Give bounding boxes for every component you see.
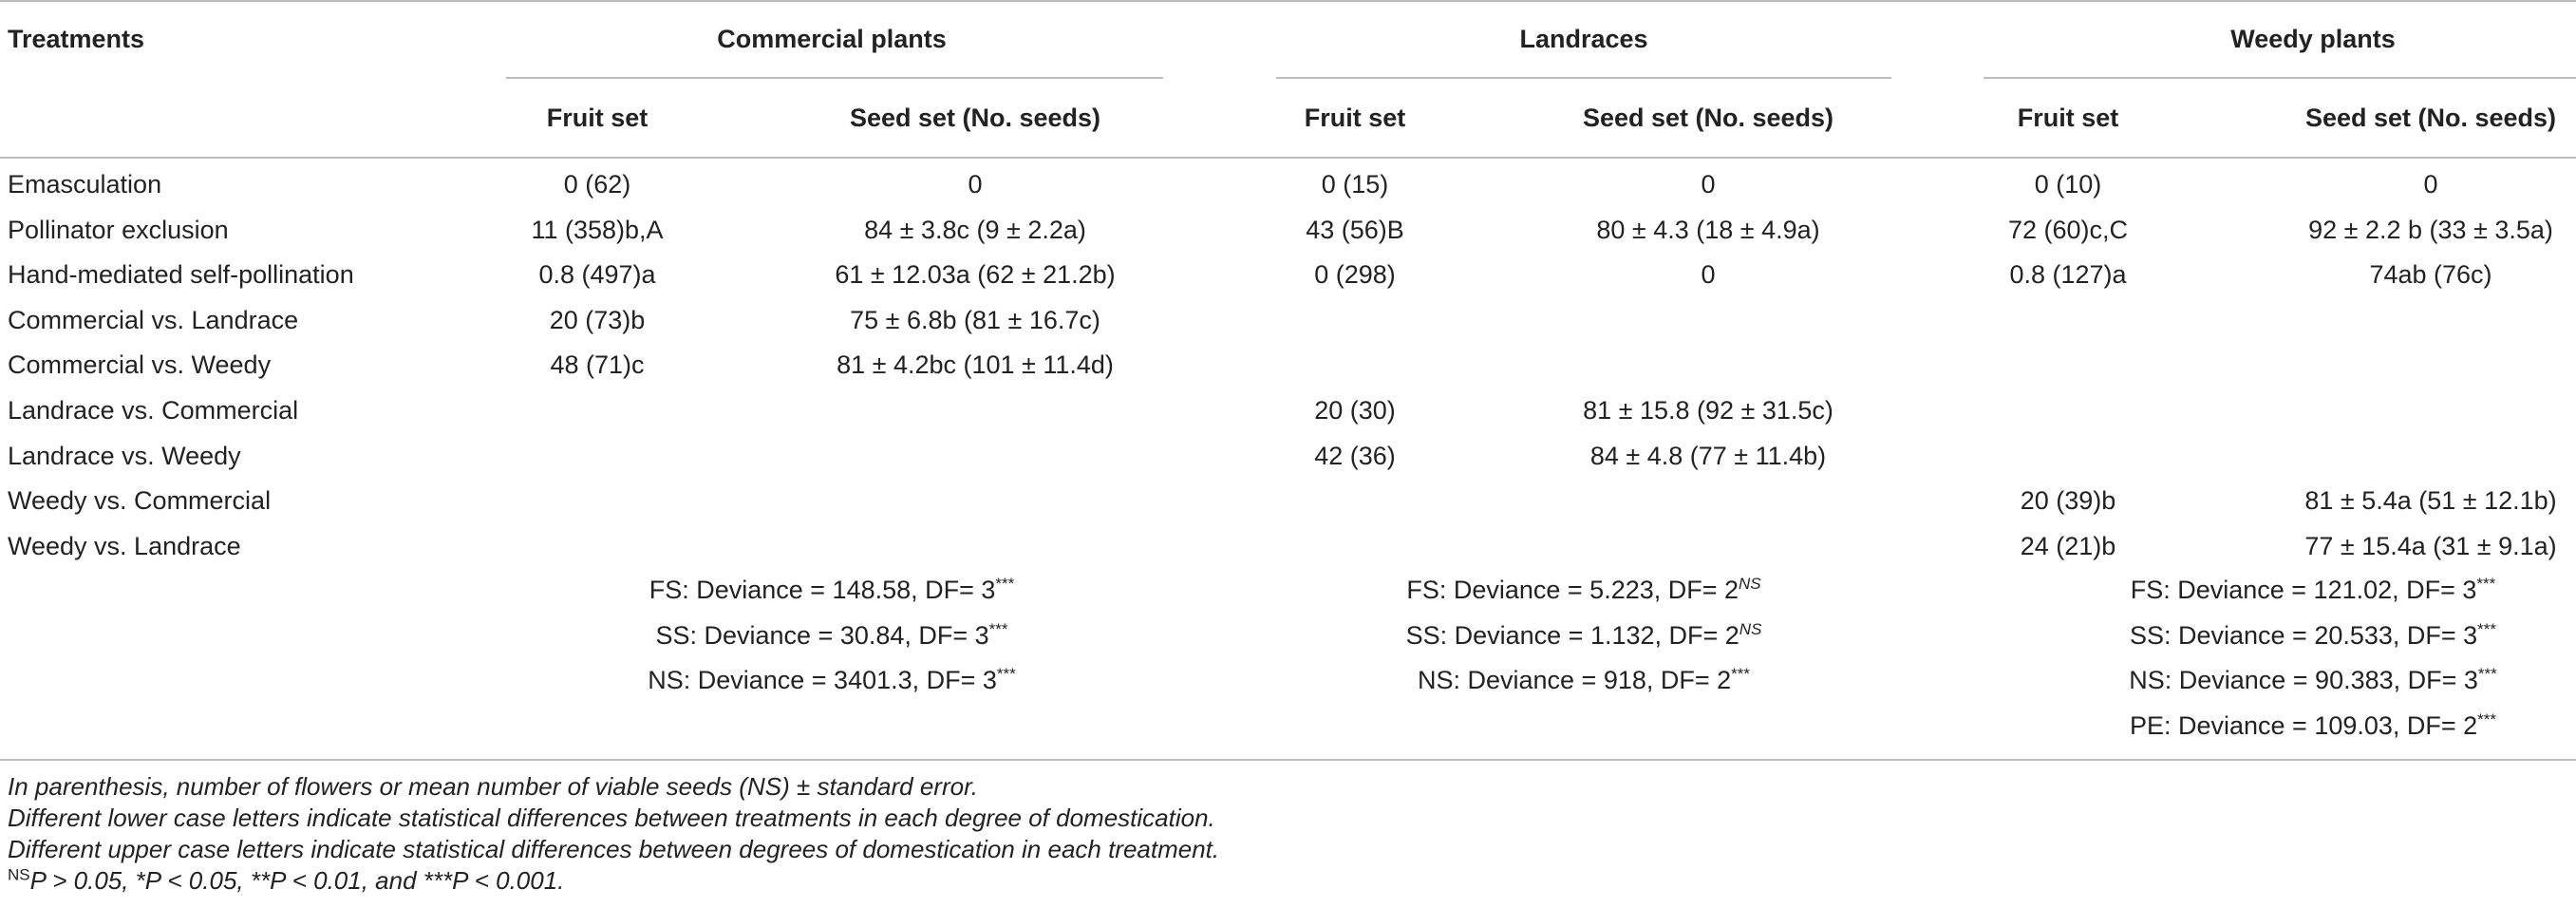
table-cell: 0 (298) xyxy=(1314,260,1396,289)
table-cell: 75 ± 6.8b (81 ± 16.7c) xyxy=(850,306,1100,334)
table-cell: 77 ± 15.4a (31 ± 9.1a) xyxy=(2304,532,2557,560)
row-label: Hand-mediated self-pollination xyxy=(8,260,354,289)
table-cell: 0.8 (127)a xyxy=(2009,260,2127,289)
stat-text: SS: Deviance = 30.84, DF= 3 xyxy=(655,621,989,650)
stat-line-weedy xyxy=(2130,709,2496,742)
stat-line-weedy xyxy=(2131,574,2496,606)
table-cell: 84 ± 3.8c (9 ± 2.2a) xyxy=(864,216,1086,244)
stat-text: FS: Deviance = 121.02, DF= 3 xyxy=(2130,576,2477,604)
stat-line-landraces xyxy=(1406,619,1762,652)
row-label: Emasculation xyxy=(8,170,162,199)
subheader-commercial-seed-set: Seed set (No. seeds) xyxy=(849,104,1101,132)
subheader-commercial-fruit-set: Fruit set xyxy=(546,104,649,132)
stat-significance: *** xyxy=(2477,710,2497,728)
table-cell: 0 (10) xyxy=(2034,170,2102,199)
table-cell: 48 (71)c xyxy=(550,350,645,379)
table-cell: 84 ± 4.8 (77 ± 11.4b) xyxy=(1589,442,1827,470)
row-label: Pollinator exclusion xyxy=(8,216,229,244)
table-cell: 0 (62) xyxy=(563,170,631,199)
header-bottom-rule xyxy=(0,157,2576,159)
table-cell: 11 (358)b,A xyxy=(531,216,664,244)
table-cell: 20 (30) xyxy=(1314,396,1396,425)
table-cell: 42 (36) xyxy=(1314,442,1396,470)
table-cell: 0 xyxy=(968,170,983,199)
table-cell: 43 (56)B xyxy=(1306,216,1404,244)
footnote-3: Different upper case letters indicate statistical differences between degrees of domestication in each treatment. xyxy=(8,835,1220,863)
table-cell: 80 ± 4.3 (18 ± 4.9a) xyxy=(1596,216,1820,244)
group-rule-weedy xyxy=(1984,77,2576,79)
table-cell: 0 xyxy=(1701,260,1716,289)
table-cell: 0 (15) xyxy=(1321,170,1389,199)
stat-significance: NS xyxy=(1739,620,1762,638)
row-label: Weedy vs. Landrace xyxy=(8,532,241,560)
stat-text: NS: Deviance = 3401.3, DF= 3 xyxy=(648,666,997,694)
table-cell: 0.8 (497)a xyxy=(538,260,656,289)
table-cell: 0 xyxy=(1701,170,1716,199)
subheader-landraces-fruit-set: Fruit set xyxy=(1304,104,1406,132)
table-cell: 74ab (76c) xyxy=(2369,260,2492,289)
stat-line-weedy xyxy=(2130,619,2496,652)
table-cell: 92 ± 2.2 b (33 ± 3.5a) xyxy=(2308,216,2553,244)
row-label: Commercial vs. Weedy xyxy=(8,350,272,379)
stat-significance: *** xyxy=(1731,665,1751,683)
stat-text: FS: Deviance = 148.58, DF= 3 xyxy=(649,576,996,604)
footnote-4-superscript: NS xyxy=(8,865,30,884)
stat-significance: *** xyxy=(2476,575,2496,593)
subheader-landraces-seed-set: Seed set (No. seeds) xyxy=(1582,104,1834,132)
table-top-rule xyxy=(0,0,2576,2)
stat-significance: *** xyxy=(2477,620,2497,638)
table-cell: 0 xyxy=(2423,170,2438,199)
row-label: Landrace vs. Weedy xyxy=(8,442,241,470)
table-cell: 20 (73)b xyxy=(549,306,646,334)
stat-line-landraces xyxy=(1418,664,1750,696)
table-cell: 61 ± 12.03a (62 ± 21.2b) xyxy=(835,260,1116,289)
stat-line-weedy xyxy=(2129,664,2497,696)
footnote-4 xyxy=(8,865,564,896)
stat-significance: *** xyxy=(988,620,1008,638)
table-cell: 72 (60)c,C xyxy=(2007,216,2129,244)
subheader-weedy-fruit-set: Fruit set xyxy=(2017,104,2119,132)
table-cell: 81 ± 15.8 (92 ± 31.5c) xyxy=(1583,396,1833,425)
stat-text: SS: Deviance = 1.132, DF= 2 xyxy=(1405,621,1739,650)
header-group-landraces: Landraces xyxy=(1519,25,1648,53)
header-group-weedy: Weedy plants xyxy=(2230,25,2396,53)
stat-significance: *** xyxy=(2477,665,2497,683)
stat-line-landraces xyxy=(1406,574,1760,606)
stat-text: SS: Deviance = 20.533, DF= 3 xyxy=(2129,621,2478,650)
row-label: Landrace vs. Commercial xyxy=(8,396,299,425)
stat-text: NS: Deviance = 90.383, DF= 3 xyxy=(2129,666,2478,694)
header-treatments: Treatments xyxy=(8,25,145,53)
table-bottom-rule xyxy=(0,759,2576,761)
row-label: Weedy vs. Commercial xyxy=(8,486,272,515)
stat-line-commercial xyxy=(649,574,1015,606)
group-rule-commercial xyxy=(506,77,1163,79)
table-cell: 81 ± 5.4a (51 ± 12.1b) xyxy=(2304,486,2557,515)
stat-text: FS: Deviance = 5.223, DF= 2 xyxy=(1406,576,1739,604)
header-group-commercial: Commercial plants xyxy=(717,25,947,53)
table-cell: 20 (39)b xyxy=(2020,486,2116,515)
table-cell: 24 (21)b xyxy=(2020,532,2116,560)
stat-significance: NS xyxy=(1739,575,1761,593)
stat-line-commercial xyxy=(648,664,1016,696)
stat-significance: *** xyxy=(995,575,1015,593)
subheader-weedy-seed-set: Seed set (No. seeds) xyxy=(2304,104,2557,132)
stat-text: PE: Deviance = 109.03, DF= 2 xyxy=(2129,711,2478,740)
stat-text: NS: Deviance = 918, DF= 2 xyxy=(1417,666,1732,694)
footnote-1: In parenthesis, number of flowers or mean number of viable seeds (NS) ± standard error. xyxy=(8,772,978,801)
footnote-4-text: P > 0.05, *P < 0.05, **P < 0.01, and ***P < 0.001. xyxy=(29,866,565,895)
group-rule-landraces xyxy=(1276,77,1891,79)
footnote-2: Different lower case letters indicate statistical differences between treatments in each degree of domestication. xyxy=(8,804,1215,832)
row-label: Commercial vs. Landrace xyxy=(8,306,299,334)
stat-significance: *** xyxy=(996,665,1016,683)
stat-line-commercial xyxy=(655,619,1007,652)
table-cell: 81 ± 4.2bc (101 ± 11.4d) xyxy=(837,350,1114,379)
